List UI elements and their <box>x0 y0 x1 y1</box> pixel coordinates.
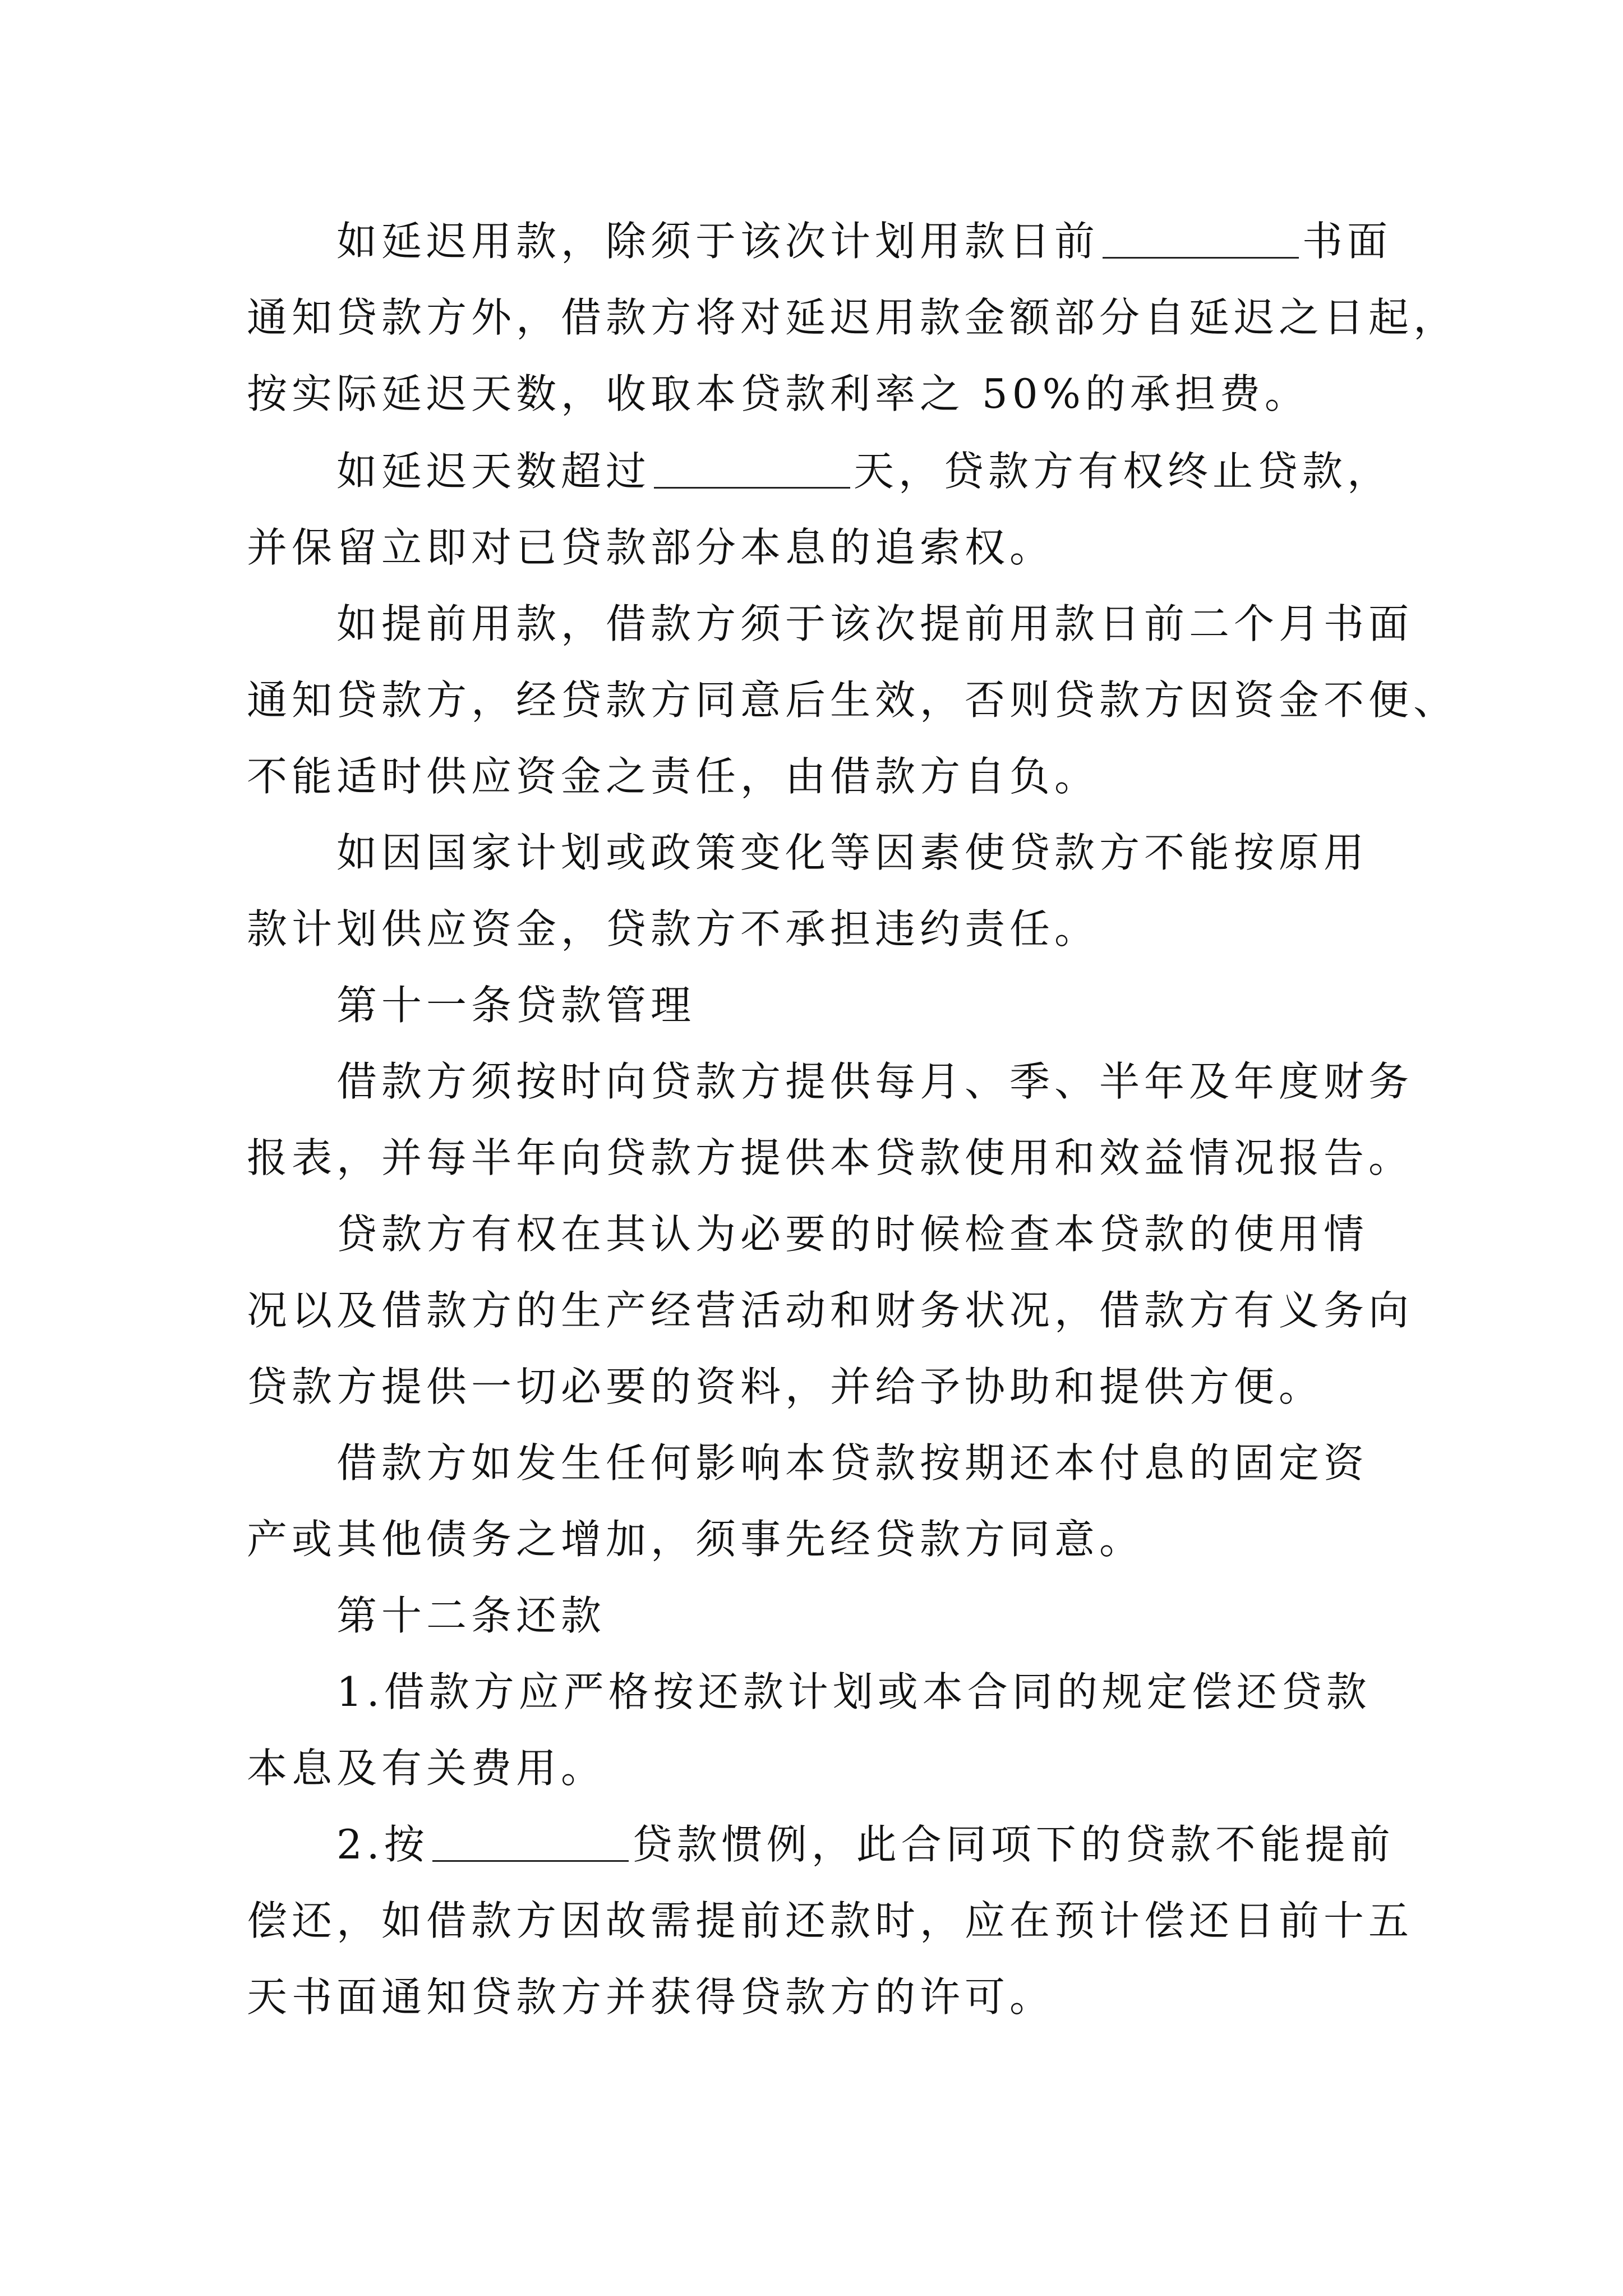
paragraph-7-line-2: 况以及借款方的生产经营活动和财务状况，借款方有义务向 <box>247 1287 1414 1334</box>
text-segment: 天，贷款方有权终止贷款， <box>854 448 1393 495</box>
paragraph-1-line-2: 通知贷款方外，借款方将对延迟用款金额部分自延迟之日起， <box>247 294 1459 341</box>
paragraph-2-line-1 <box>336 443 1392 499</box>
paragraph-1-line-3: 按实际延迟天数，收取本贷款利率之 50%的承担费。 <box>247 370 1310 417</box>
paragraph-7-line-3: 贷款方提供一切必要的资料，并给予协助和提供方便。 <box>247 1363 1324 1410</box>
paragraph-11-line-1 <box>336 1816 1395 1872</box>
paragraph-1-line-1 <box>336 213 1392 269</box>
text-segment: 2.按 <box>336 1821 429 1868</box>
paragraph-7-line-1: 贷款方有权在其认为必要的时候检查本贷款的使用情 <box>336 1211 1369 1258</box>
paragraph-6-line-2: 报表，并每半年向贷款方提供本贷款使用和效益情况报告。 <box>247 1134 1414 1181</box>
paragraph-4-line-1: 如因国家计划或政策变化等因素使贷款方不能按原用 <box>336 829 1369 876</box>
text-segment: 贷款惯例，此合同项下的贷款不能提前 <box>631 1821 1395 1868</box>
paragraph-10-line-1: 1.借款方应严格按还款计划或本合同的规定偿还贷款 <box>336 1668 1371 1715</box>
fill-in-blank[interactable] <box>432 1822 629 1862</box>
paragraph-3-line-1: 如提前用款，借款方须于该次提前用款日前二个月书面 <box>336 600 1414 647</box>
paragraph-2-line-2: 并保留立即对已贷款部分本息的追索权。 <box>247 524 1055 571</box>
paragraph-8-line-1: 借款方如发生任何影响本贷款按期还本付息的固定资 <box>336 1439 1369 1487</box>
section-heading-article-11: 第十一条贷款管理 <box>336 982 696 1029</box>
paragraph-3-line-3: 不能适时供应资金之责任，由借款方自负。 <box>247 753 1100 800</box>
section-heading-article-12: 第十二条还款 <box>336 1592 606 1639</box>
paragraph-11-line-3: 天书面通知贷款方并获得贷款方的许可。 <box>247 1973 1055 2021</box>
fill-in-blank[interactable] <box>654 449 850 489</box>
paragraph-8-line-2: 产或其他债务之增加，须事先经贷款方同意。 <box>247 1516 1145 1563</box>
paragraph-3-line-2: 通知贷款方，经贷款方同意后生效，否则贷款方因资金不便、 <box>247 677 1459 724</box>
text-segment: 如延迟用款，除须于该次计划用款日前 <box>336 218 1100 265</box>
text-segment: 如延迟天数超过 <box>336 448 651 495</box>
paragraph-10-line-2: 本息及有关费用。 <box>247 1745 606 1792</box>
fill-in-blank[interactable] <box>1103 219 1299 259</box>
text-segment: 书面 <box>1302 218 1393 265</box>
paragraph-11-line-2: 偿还，如借款方因故需提前还款时，应在预计偿还日前十五 <box>247 1897 1414 1944</box>
paragraph-4-line-2: 款计划供应资金，贷款方不承担违约责任。 <box>247 905 1100 953</box>
paragraph-6-line-1: 借款方须按时向贷款方提供每月、季、半年及年度财务 <box>336 1058 1414 1105</box>
